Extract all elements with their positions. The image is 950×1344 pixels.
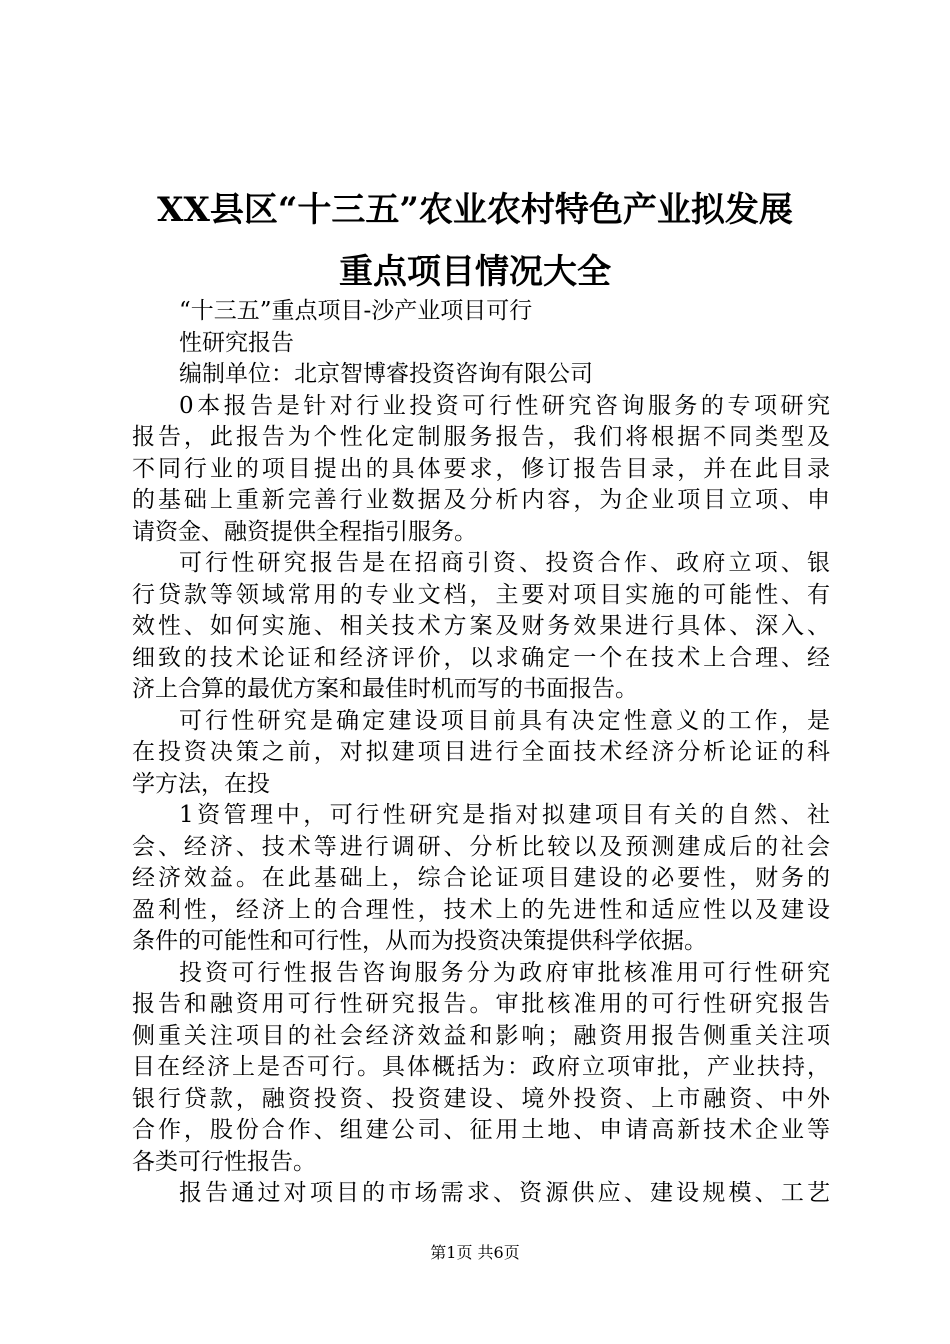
body-line: 条件的可能性和可行性，从而为投资决策提供科学依据。 (132, 928, 707, 954)
body-line: 行贷款等领域常用的专业文档，主要对项目实施的可能性、有 (132, 581, 830, 608)
body-line: 侧重关注项目的社会经济效益和影响；融资用报告侧重关注项 (132, 1022, 830, 1049)
body-line: 盈利性，经济上的合理性，技术上的先进性和适应性以及建设 (132, 896, 830, 923)
body-line: 银行贷款，融资投资、投资建设、境外投资、上市融资、中外 (132, 1085, 830, 1112)
body-line: 学方法，在投 (132, 770, 270, 797)
body-line: 各类可行性报告。 (132, 1148, 316, 1175)
body-line: 效性、如何实施、相关技术方案及财务效果进行具体、深入、 (132, 613, 830, 639)
body-line: 可行性研究报告是在招商引资、投资合作、政府立项、银 (179, 550, 830, 576)
body-line: 的基础上重新完善行业数据及分析内容，为企业项目立项、申 (132, 487, 830, 513)
body-line: 可行性研究是确定建设项目前具有决定性意义的工作，是 (179, 707, 830, 734)
body-line: 投资可行性报告咨询服务分为政府审批核准用可行性研究 (179, 959, 830, 986)
body-line: 济上合算的最优方案和最佳时机而写的书面报告。 (132, 676, 638, 702)
body-line: 报告和融资用可行性研究报告。审批核准用的可行性研究报告 (132, 991, 830, 1017)
body-line: 1资管理中，可行性研究是指对拟建项目有关的自然、社 (179, 802, 830, 828)
body-line: 在投资决策之前，对拟建项目进行全面技术经济分析论证的科 (132, 739, 830, 765)
body-line: 0本报告是针对行业投资可行性研究咨询服务的专项研究 (179, 392, 830, 419)
document-title-line-2: 重点项目情况大全 (339, 252, 611, 292)
body-line: 目在经济上是否可行。具体概括为：政府立项审批，产业扶持， (132, 1054, 830, 1080)
document-title-line-1: XX县区“十三五”农业农村特色产业拟发展 (157, 190, 793, 230)
body-line: 性研究报告 (179, 329, 294, 356)
body-line: 编制单位：北京智博睿投资咨询有限公司 (179, 361, 593, 387)
body-line: “十三五”重点项目-沙产业项目可行 (179, 298, 533, 324)
body-line: 请资金、融资提供全程指引服务。 (132, 518, 477, 545)
body-line: 报告通过对项目的市场需求、资源供应、建设规模、工艺 (179, 1180, 830, 1206)
body-line: 会、经济、技术等进行调研、分析比较以及预测建成后的社会 (132, 833, 830, 860)
body-line: 经济效益。在此基础上，综合论证项目建设的必要性，财务的 (132, 865, 830, 891)
body-line: 细致的技术论证和经济评价，以求确定一个在技术上合理、经 (132, 644, 830, 671)
page-footer: 第1页 共6页 (430, 1243, 520, 1262)
body-line: 不同行业的项目提出的具体要求，修订报告目录，并在此目录 (132, 455, 830, 482)
body-line: 合作，股份合作、组建公司、征用土地、申请高新技术企业等 (132, 1117, 830, 1143)
body-line: 报告，此报告为个性化定制服务报告，我们将根据不同类型及 (132, 424, 830, 450)
document-body (132, 296, 830, 1210)
